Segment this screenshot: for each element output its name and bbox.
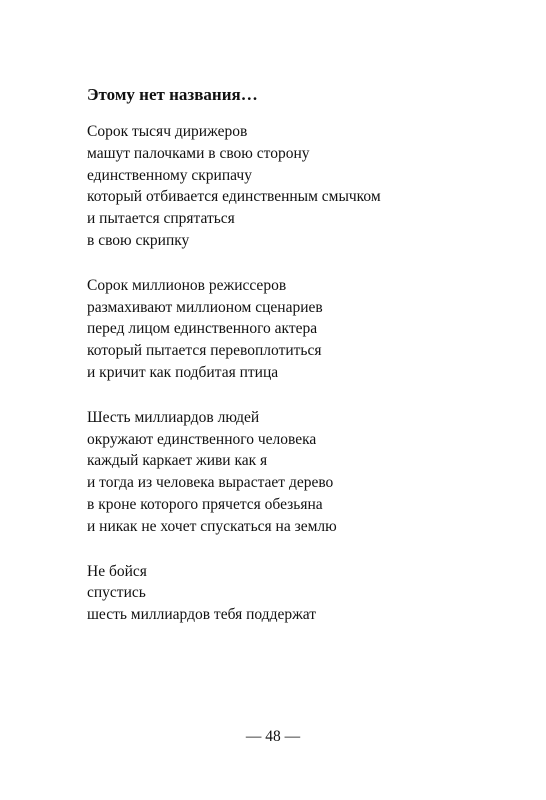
poem-line: и пытается спрятаться (87, 210, 235, 228)
poem-body (87, 121, 517, 649)
poem-line: единственному скрипачу (87, 166, 252, 184)
poem-line: в свою скрипку (87, 231, 190, 249)
poem-line: в кроне которого прячется обезьяна (87, 495, 323, 513)
stanza-2 (87, 275, 517, 384)
page-number: — 48 — (245, 728, 301, 745)
poem-line: который пытается перевоплотиться (87, 342, 322, 360)
poem-line: каждый каркает живи как я (87, 452, 268, 470)
stanza-4 (87, 561, 517, 626)
poem-line: и никак не хочет спускаться на землю (87, 517, 337, 535)
poem-line: спустись (87, 584, 146, 602)
poem-line: Сорок тысяч дирижеров (87, 123, 248, 140)
poem-line: который отбивается единственным смычком (87, 188, 381, 206)
stanza-3 (87, 407, 517, 538)
poem-line: перед лицом единственного актера (87, 320, 318, 338)
poem-line: и тогда из человека вырастает дерево (87, 474, 334, 492)
stanza-1 (87, 121, 517, 252)
poem-line: размахивают миллионом сценариев (87, 298, 323, 316)
poem-line: и кричит как подбитая птица (87, 363, 279, 381)
poem-line: машут палочками в свою сторону (87, 144, 310, 162)
poem-line: окружают единственного человека (87, 430, 317, 448)
poem-line: Не бойся (87, 562, 147, 580)
poem-title: Этому нет названия… (87, 85, 258, 104)
poem-line: шесть миллиардов тебя поддержат (87, 606, 317, 624)
poem-line: Сорок миллионов режиссеров (87, 276, 287, 294)
poem-line: Шесть миллиардов людей (87, 408, 260, 426)
